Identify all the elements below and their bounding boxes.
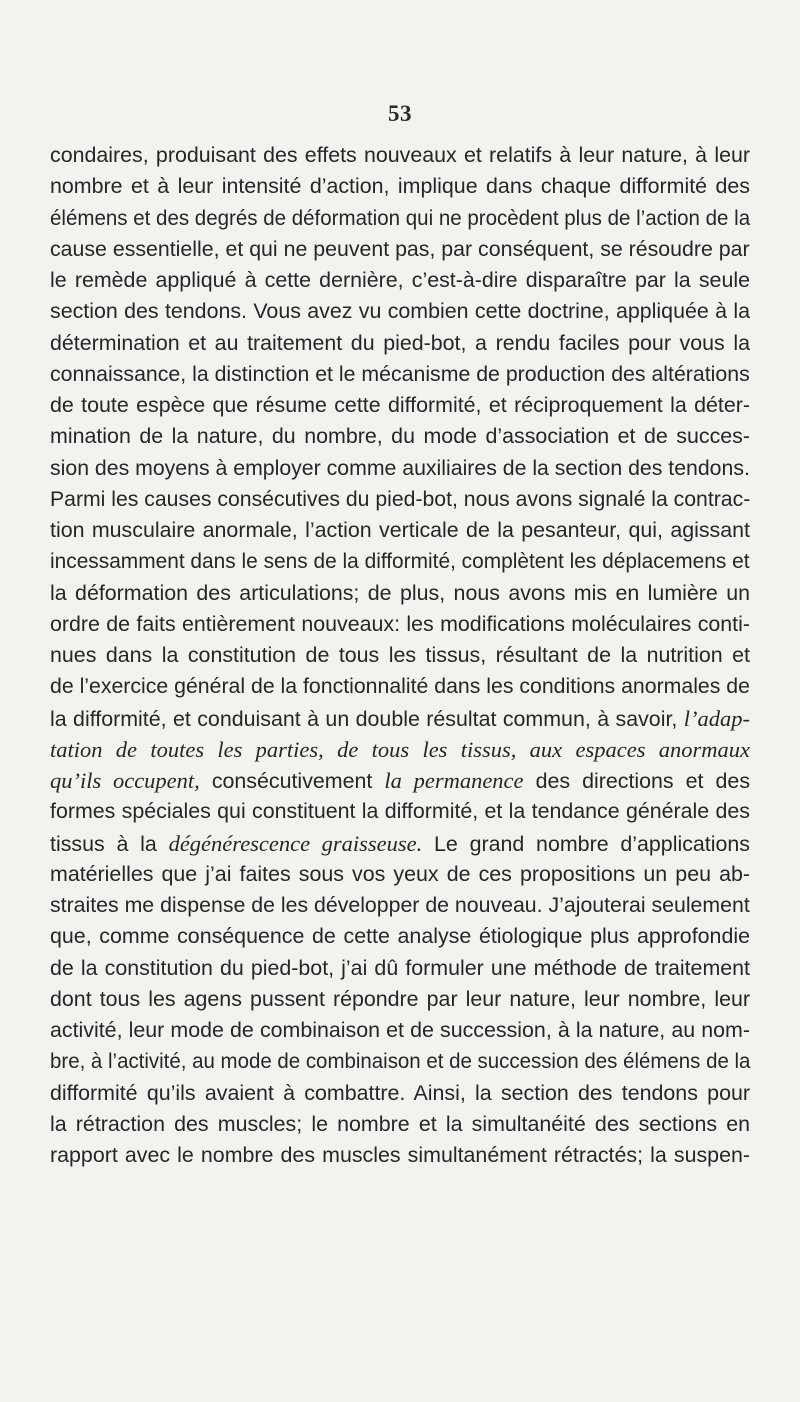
text-segment: formes spéciales qui constituent la difformité, et la tendance générale des bbox=[50, 799, 750, 824]
text-line bbox=[50, 171, 750, 202]
text-segment: la difformité, et conduisant à un double résultat commun, à savoir, bbox=[50, 706, 684, 731]
text-line bbox=[50, 359, 750, 390]
italic-text-segment: la permanence bbox=[384, 768, 524, 793]
text-segment: dont tous les agens pussent répondre par leur nature, leur nombre, leur bbox=[50, 986, 750, 1011]
text-line bbox=[50, 703, 750, 734]
text-line bbox=[50, 1109, 750, 1140]
text-line bbox=[50, 640, 750, 671]
text-segment: cause essentielle, et qui ne peuvent pas, par conséquent, se résoudre par bbox=[50, 236, 750, 261]
text-segment: straites me dispense de les développer de nouveau. J’ajouterai seulement bbox=[50, 893, 750, 917]
text-line bbox=[50, 734, 750, 765]
text-segment: incessamment dans le sens de la difformité, complètent les déplacemens et bbox=[50, 549, 750, 574]
text-segment: que, comme conséquence de cette analyse étiologique plus approfondie bbox=[50, 924, 750, 949]
text-segment: détermination et au traitement du pied-bot, a rendu faciles pour vous la bbox=[50, 330, 750, 355]
text-line bbox=[50, 859, 750, 890]
text-segment: de toute espèce que résume cette difformité, et réciproquement la déter- bbox=[50, 393, 750, 417]
text-segment: connaissance, la distinction et le mécanisme de production des altérations bbox=[50, 361, 750, 386]
text-line bbox=[50, 921, 750, 952]
text-line bbox=[50, 1140, 750, 1171]
text-line bbox=[50, 484, 750, 515]
text-line bbox=[50, 234, 750, 265]
text-segment: de la constitution du pied-bot, j’ai dû formuler une méthode de traitement bbox=[50, 955, 750, 980]
text-line bbox=[50, 328, 750, 359]
text-line bbox=[50, 796, 750, 827]
italic-text-segment: dégénérescence graisseuse. bbox=[168, 830, 423, 856]
text-line bbox=[50, 546, 750, 577]
text-segment: consécutivement bbox=[199, 769, 385, 793]
text-line bbox=[50, 1046, 750, 1077]
text-segment: nues dans la constitution de tous les tissus, résultant de la nutrition et bbox=[50, 643, 750, 667]
text-line bbox=[50, 390, 750, 421]
text-segment: la rétraction des muscles; le nombre et la simultanéité des sections en bbox=[50, 1111, 750, 1136]
text-line bbox=[50, 953, 750, 984]
italic-text-segment: l’adap- bbox=[683, 705, 750, 731]
text-segment: activité, leur mode de combinaison et de succession, à la nature, au nom- bbox=[50, 1018, 750, 1042]
italic-text-segment: tation de toutes les parties, de tous les tissus, aux espaces anormaux bbox=[50, 736, 750, 762]
text-segment: tissus à la bbox=[50, 831, 169, 856]
text-segment: nombre et à leur intensité d’action, implique dans chaque difformité des bbox=[50, 174, 750, 199]
text-segment: ordre de faits entièrement nouveaux: les modifications moléculaires conti- bbox=[50, 611, 750, 636]
text-line bbox=[50, 453, 750, 484]
text-segment: Le grand nombre d’applications bbox=[422, 831, 750, 856]
text-line bbox=[50, 671, 750, 702]
page-number: 53 bbox=[388, 101, 412, 126]
text-line bbox=[50, 609, 750, 640]
body-text bbox=[50, 140, 750, 1171]
text-line bbox=[50, 296, 750, 327]
text-line bbox=[50, 1015, 750, 1046]
text-segment: tion musculaire anormale, l’action verticale de la pesanteur, qui, agissant bbox=[50, 518, 750, 542]
text-line bbox=[50, 421, 750, 452]
text-segment: condaires, produisant des effets nouveaux et relatifs à leur nature, à leur bbox=[50, 143, 750, 167]
text-segment: rapport avec le nombre des muscles simultanément rétractés; la suspen- bbox=[50, 1143, 750, 1167]
text-segment: de l’exercice général de la fonctionnalité dans les conditions anormales de bbox=[50, 674, 750, 699]
text-line bbox=[50, 765, 750, 796]
text-segment: difformité qu’ils avaient à combattre. Ainsi, la section des tendons pour bbox=[50, 1080, 750, 1105]
text-segment: mination de la nature, du nombre, du mode d’association et de succes- bbox=[50, 424, 750, 449]
text-line bbox=[50, 265, 750, 296]
text-segment: la déformation des articulations; de plus, nous avons mis en lumière un bbox=[50, 580, 750, 605]
text-segment: section des tendons. Vous avez vu combien cette doctrine, appliquée à la bbox=[50, 299, 750, 324]
text-segment: élémens et des degrés de déformation qui ne procèdent plus de l’action de la bbox=[50, 205, 751, 230]
text-line bbox=[50, 140, 750, 171]
text-segment: le remède appliqué à cette dernière, c’est-à-dire disparaître par la seule bbox=[50, 268, 750, 292]
italic-text-segment: qu’ils occupent, bbox=[50, 768, 200, 793]
text-segment: des directions et des bbox=[523, 769, 751, 793]
text-segment: matérielles que j’ai faites sous vos yeux de ces propositions un peu ab- bbox=[50, 861, 750, 886]
text-line bbox=[50, 828, 750, 859]
text-line bbox=[50, 203, 750, 234]
text-line bbox=[50, 515, 750, 546]
text-line bbox=[50, 984, 750, 1015]
text-segment: bre, à l’activité, au mode de combinaison et de succession des élémens de la bbox=[50, 1049, 751, 1074]
text-segment: sion des moyens à employer comme auxiliaires de la section des tendons. bbox=[50, 455, 750, 480]
text-line bbox=[50, 890, 750, 921]
text-segment: Parmi les causes consécutives du pied-bot, nous avons signalé la contrac- bbox=[50, 486, 751, 511]
text-line bbox=[50, 1078, 750, 1109]
text-line bbox=[50, 578, 750, 609]
